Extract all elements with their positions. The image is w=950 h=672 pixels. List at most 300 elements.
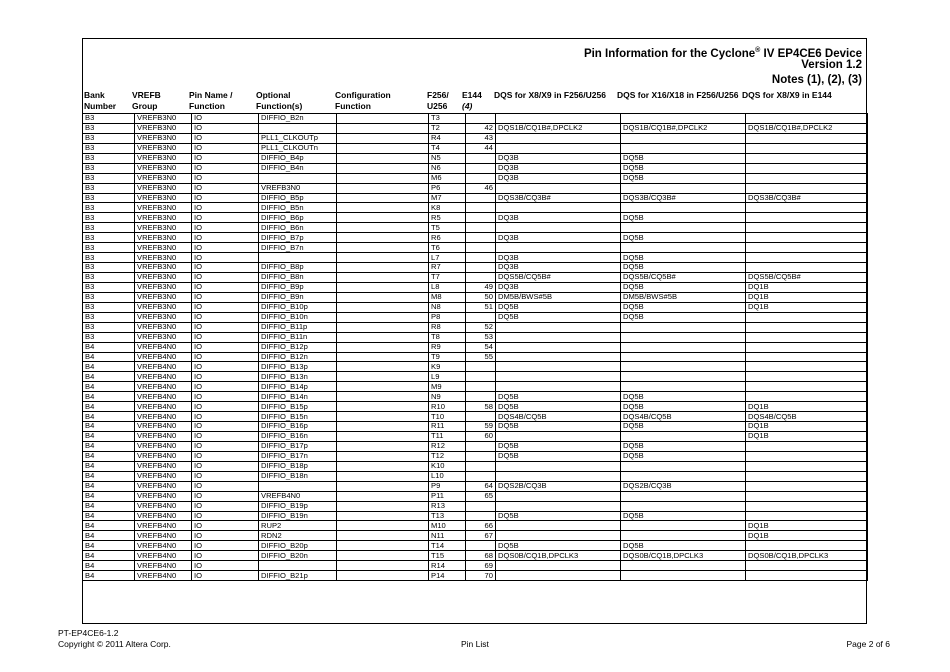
document-id: PT-EP4CE6-1.2 [58,628,119,638]
cell-e144 [466,273,496,283]
cell-vrefb: VREFB4N0 [135,402,192,412]
cell-dqs-x16-f256: DQS1B/CQ1B#,DPCLK2 [621,123,746,133]
cell-optional-function: DIFFIO_B17p [259,441,337,451]
cell-bank: B3 [83,273,135,283]
cell-configuration-function [337,203,429,213]
table-row [83,471,868,481]
cell-dqs-x8-e144: DQ1B [746,402,868,412]
table-row [83,312,868,322]
cell-dqs-x16-f256: DQS2B/CQ3B [621,481,746,491]
table-row [83,123,868,133]
cell-bank: B4 [83,521,135,531]
cell-bank: B3 [83,153,135,163]
cell-f256: T7 [429,273,466,283]
cell-bank: B3 [83,223,135,233]
cell-configuration-function [337,432,429,442]
table-row [83,362,868,372]
cell-optional-function: DIFFIO_B19n [259,511,337,521]
cell-pin-name: IO [192,441,259,451]
cell-dqs-x16-f256 [621,114,746,124]
cell-optional-function: DIFFIO_B5p [259,193,337,203]
cell-dqs-x8-f256 [496,133,621,143]
table-row [83,133,868,143]
cell-bank: B3 [83,253,135,263]
cell-f256: P8 [429,312,466,322]
cell-pin-name: IO [192,312,259,322]
cell-vrefb: VREFB4N0 [135,362,192,372]
cell-dqs-x8-f256 [496,491,621,501]
cell-f256: L8 [429,282,466,292]
cell-bank: B3 [83,193,135,203]
cell-pin-name: IO [192,332,259,342]
cell-configuration-function [337,422,429,432]
cell-e144: 70 [466,571,496,581]
cell-configuration-function [337,531,429,541]
cell-dqs-x8-e144 [746,223,868,233]
cell-optional-function: DIFFIO_B8n [259,273,337,283]
cell-bank: B3 [83,213,135,223]
cell-pin-name: IO [192,292,259,302]
cell-f256: R11 [429,422,466,432]
cell-configuration-function [337,312,429,322]
cell-dqs-x16-f256: DQ5B [621,173,746,183]
cell-f256: P6 [429,183,466,193]
cell-optional-function: DIFFIO_B7n [259,243,337,253]
cell-dqs-x16-f256: DQS4B/CQ5B [621,412,746,422]
cell-dqs-x8-f256 [496,372,621,382]
cell-vrefb: VREFB3N0 [135,114,192,124]
cell-vrefb: VREFB3N0 [135,183,192,193]
cell-configuration-function [337,352,429,362]
cell-vrefb: VREFB3N0 [135,253,192,263]
cell-optional-function: DIFFIO_B12p [259,342,337,352]
cell-bank: B3 [83,203,135,213]
cell-dqs-x16-f256: DQ5B [621,422,746,432]
cell-dqs-x8-e144 [746,362,868,372]
cell-f256: R8 [429,322,466,332]
cell-dqs-x16-f256: DM5B/BWS#5B [621,292,746,302]
cell-dqs-x8-f256 [496,183,621,193]
cell-vrefb: VREFB4N0 [135,531,192,541]
table-row [83,481,868,491]
cell-vrefb: VREFB4N0 [135,561,192,571]
notes-label: Notes (1), (2), (3) [771,74,862,86]
cell-pin-name: IO [192,461,259,471]
cell-vrefb: VREFB3N0 [135,223,192,233]
cell-bank: B4 [83,402,135,412]
cell-configuration-function [337,292,429,302]
cell-dqs-x16-f256 [621,352,746,362]
cell-pin-name: IO [192,352,259,362]
cell-vrefb: VREFB3N0 [135,173,192,183]
cell-bank: B3 [83,233,135,243]
table-row [83,372,868,382]
cell-pin-name: IO [192,263,259,273]
cell-bank: B4 [83,441,135,451]
cell-f256: P11 [429,491,466,501]
cell-dqs-x8-f256: DQS0B/CQ1B,DPCLK3 [496,551,621,561]
cell-dqs-x8-f256 [496,332,621,342]
cell-e144 [466,392,496,402]
cell-optional-function: DIFFIO_B20n [259,551,337,561]
cell-dqs-x8-f256: DQS2B/CQ3B [496,481,621,491]
cell-configuration-function [337,133,429,143]
cell-optional-function: DIFFIO_B19p [259,501,337,511]
header-dqs-x8-f256: DQS for X8/X9 in F256/U256 [494,90,606,100]
cell-configuration-function [337,332,429,342]
cell-e144: 64 [466,481,496,491]
cell-optional-function: DIFFIO_B4p [259,153,337,163]
cell-f256: L9 [429,372,466,382]
cell-dqs-x16-f256: DQ5B [621,402,746,412]
cell-dqs-x8-e144 [746,173,868,183]
cell-vrefb: VREFB3N0 [135,213,192,223]
cell-dqs-x8-e144 [746,133,868,143]
pin-table [82,113,868,581]
cell-dqs-x16-f256 [621,521,746,531]
cell-optional-function: DIFFIO_B4n [259,163,337,173]
cell-configuration-function [337,183,429,193]
cell-bank: B3 [83,263,135,273]
cell-pin-name: IO [192,551,259,561]
cell-e144 [466,114,496,124]
cell-bank: B4 [83,362,135,372]
cell-f256: T2 [429,123,466,133]
cell-optional-function: DIFFIO_B11p [259,322,337,332]
cell-pin-name: IO [192,491,259,501]
table-row [83,273,868,283]
cell-vrefb: VREFB4N0 [135,451,192,461]
cell-dqs-x16-f256: DQ5B [621,302,746,312]
table-row [83,223,868,233]
table-row [83,392,868,402]
cell-bank: B3 [83,282,135,292]
header-configuration-function: Configuration Function [335,90,391,111]
cell-dqs-x16-f256 [621,342,746,352]
cell-configuration-function [337,402,429,412]
cell-dqs-x8-f256: DQ3B [496,163,621,173]
table-row [83,402,868,412]
cell-dqs-x8-f256: DQS1B/CQ1B#,DPCLK2 [496,123,621,133]
cell-e144 [466,153,496,163]
table-row [83,203,868,213]
table-row [83,332,868,342]
cell-vrefb: VREFB4N0 [135,352,192,362]
cell-pin-name: IO [192,163,259,173]
cell-dqs-x8-e144 [746,541,868,551]
cell-f256: R12 [429,441,466,451]
cell-dqs-x8-f256: DQ5B [496,441,621,451]
cell-dqs-x8-f256: DQS3B/CQ3B# [496,193,621,203]
cell-pin-name: IO [192,412,259,422]
cell-dqs-x8-e144 [746,233,868,243]
cell-dqs-x8-e144: DQS3B/CQ3B# [746,193,868,203]
cell-bank: B4 [83,551,135,561]
table-row [83,163,868,173]
cell-dqs-x8-f256: DQS4B/CQ5B [496,412,621,422]
cell-dqs-x16-f256: DQS0B/CQ1B,DPCLK3 [621,551,746,561]
cell-dqs-x16-f256: DQ5B [621,213,746,223]
cell-configuration-function [337,521,429,531]
cell-dqs-x16-f256: DQ5B [621,541,746,551]
cell-optional-function: DIFFIO_B14n [259,392,337,402]
cell-vrefb: VREFB4N0 [135,551,192,561]
copyright: Copyright © 2011 Altera Corp. [58,639,171,649]
cell-e144 [466,263,496,273]
table-row [83,491,868,501]
cell-configuration-function [337,243,429,253]
table-row [83,561,868,571]
cell-vrefb: VREFB3N0 [135,302,192,312]
cell-f256: T9 [429,352,466,362]
cell-vrefb: VREFB3N0 [135,193,192,203]
cell-e144 [466,233,496,243]
cell-e144 [466,173,496,183]
cell-dqs-x16-f256: DQ5B [621,511,746,521]
cell-pin-name: IO [192,302,259,312]
cell-bank: B4 [83,571,135,581]
cell-optional-function: PLL1_CLKOUTp [259,133,337,143]
table-row [83,352,868,362]
cell-f256: N11 [429,531,466,541]
cell-dqs-x16-f256 [621,571,746,581]
cell-f256: L7 [429,253,466,263]
cell-dqs-x8-e144 [746,471,868,481]
table-row [83,382,868,392]
cell-configuration-function [337,461,429,471]
cell-optional-function: DIFFIO_B10n [259,312,337,322]
cell-configuration-function [337,342,429,352]
table-row [83,422,868,432]
cell-configuration-function [337,491,429,501]
cell-optional-function: DIFFIO_B21p [259,571,337,581]
cell-optional-function: DIFFIO_B9p [259,282,337,292]
header-dqs-x16-f256: DQS for X16/X18 in F256/U256 [617,90,739,100]
cell-optional-function: DIFFIO_B6p [259,213,337,223]
cell-e144 [466,511,496,521]
cell-e144 [466,193,496,203]
cell-vrefb: VREFB3N0 [135,282,192,292]
cell-pin-name: IO [192,541,259,551]
cell-vrefb: VREFB4N0 [135,491,192,501]
cell-dqs-x16-f256: DQ5B [621,441,746,451]
cell-optional-function [259,173,337,183]
cell-pin-name: IO [192,342,259,352]
cell-f256: K8 [429,203,466,213]
cell-e144 [466,213,496,223]
header-vrefb: VREFB Group [132,90,161,111]
cell-dqs-x16-f256 [621,183,746,193]
cell-dqs-x16-f256 [621,461,746,471]
table-row [83,432,868,442]
cell-dqs-x16-f256 [621,491,746,501]
cell-f256: R4 [429,133,466,143]
cell-configuration-function [337,193,429,203]
cell-vrefb: VREFB4N0 [135,392,192,402]
cell-e144: 44 [466,143,496,153]
cell-pin-name: IO [192,282,259,292]
cell-configuration-function [337,392,429,402]
cell-e144 [466,203,496,213]
cell-optional-function: DIFFIO_B12n [259,352,337,362]
table-row [83,322,868,332]
table-row [83,541,868,551]
cell-optional-function: DIFFIO_B6n [259,223,337,233]
cell-dqs-x8-f256 [496,382,621,392]
cell-vrefb: VREFB4N0 [135,521,192,531]
cell-dqs-x16-f256 [621,243,746,253]
cell-e144 [466,461,496,471]
cell-optional-function: DIFFIO_B7p [259,233,337,243]
cell-bank: B3 [83,183,135,193]
cell-f256: K10 [429,461,466,471]
header-pin-name: Pin Name / Function [189,90,233,111]
table-row [83,441,868,451]
cell-vrefb: VREFB3N0 [135,153,192,163]
cell-dqs-x8-f256: DQ5B [496,422,621,432]
cell-dqs-x8-e144 [746,263,868,273]
cell-configuration-function [337,571,429,581]
cell-pin-name: IO [192,362,259,372]
cell-dqs-x8-e144 [746,501,868,511]
cell-dqs-x16-f256: DQ5B [621,263,746,273]
cell-dqs-x16-f256 [621,223,746,233]
cell-vrefb: VREFB4N0 [135,471,192,481]
cell-dqs-x8-e144 [746,213,868,223]
cell-pin-name: IO [192,531,259,541]
cell-bank: B4 [83,392,135,402]
cell-dqs-x8-f256: DQ5B [496,541,621,551]
cell-vrefb: VREFB3N0 [135,263,192,273]
cell-bank: B4 [83,342,135,352]
cell-dqs-x8-e144: DQ1B [746,302,868,312]
cell-dqs-x8-e144 [746,183,868,193]
table-row [83,511,868,521]
cell-configuration-function [337,541,429,551]
cell-e144: 43 [466,133,496,143]
cell-configuration-function [337,253,429,263]
cell-dqs-x8-f256 [496,571,621,581]
cell-vrefb: VREFB4N0 [135,461,192,471]
cell-dqs-x8-f256: DQ3B [496,173,621,183]
cell-vrefb: VREFB4N0 [135,382,192,392]
cell-dqs-x8-f256: DQ5B [496,302,621,312]
cell-vrefb: VREFB3N0 [135,332,192,342]
cell-configuration-function [337,441,429,451]
cell-dqs-x16-f256: DQ5B [621,282,746,292]
footer-center-label: Pin List [461,639,489,649]
cell-f256: N9 [429,392,466,402]
table-row [83,233,868,243]
cell-pin-name: IO [192,561,259,571]
table-row [83,451,868,461]
cell-dqs-x8-f256 [496,114,621,124]
cell-dqs-x8-f256: DQ3B [496,153,621,163]
pin-table-body [83,114,868,581]
cell-e144 [466,243,496,253]
cell-optional-function: DIFFIO_B15p [259,402,337,412]
cell-bank: B3 [83,114,135,124]
cell-optional-function: DIFFIO_B11n [259,332,337,342]
cell-pin-name: IO [192,173,259,183]
cell-dqs-x8-f256 [496,561,621,571]
cell-e144: 68 [466,551,496,561]
cell-f256: P14 [429,571,466,581]
cell-configuration-function [337,322,429,332]
cell-f256: M10 [429,521,466,531]
table-row [83,551,868,561]
cell-dqs-x8-e144 [746,561,868,571]
cell-dqs-x8-e144 [746,253,868,263]
table-row [83,531,868,541]
cell-optional-function: DIFFIO_B13n [259,372,337,382]
cell-configuration-function [337,223,429,233]
cell-bank: B4 [83,471,135,481]
cell-dqs-x8-f256: DQ3B [496,282,621,292]
cell-dqs-x8-e144 [746,491,868,501]
cell-dqs-x8-f256 [496,362,621,372]
cell-f256: R10 [429,402,466,412]
cell-dqs-x16-f256: DQS5B/CQ5B# [621,273,746,283]
cell-pin-name: IO [192,213,259,223]
cell-e144 [466,471,496,481]
cell-dqs-x16-f256 [621,362,746,372]
cell-optional-function: DIFFIO_B16p [259,422,337,432]
table-row [83,253,868,263]
cell-pin-name: IO [192,521,259,531]
cell-configuration-function [337,302,429,312]
cell-vrefb: VREFB3N0 [135,292,192,302]
cell-bank: B3 [83,123,135,133]
cell-configuration-function [337,153,429,163]
cell-bank: B3 [83,312,135,322]
cell-dqs-x8-e144 [746,153,868,163]
cell-dqs-x16-f256: DQ5B [621,253,746,263]
cell-dqs-x8-e144 [746,451,868,461]
cell-f256: M7 [429,193,466,203]
cell-dqs-x8-f256 [496,322,621,332]
cell-dqs-x8-e144 [746,441,868,451]
cell-pin-name: IO [192,392,259,402]
cell-vrefb: VREFB3N0 [135,203,192,213]
cell-dqs-x8-e144 [746,571,868,581]
cell-vrefb: VREFB3N0 [135,143,192,153]
cell-vrefb: VREFB4N0 [135,372,192,382]
cell-bank: B4 [83,461,135,471]
cell-dqs-x8-f256 [496,342,621,352]
cell-e144 [466,541,496,551]
cell-pin-name: IO [192,471,259,481]
cell-dqs-x8-e144 [746,312,868,322]
table-row [83,412,868,422]
table-row [83,571,868,581]
cell-optional-function [259,561,337,571]
cell-pin-name: IO [192,233,259,243]
cell-dqs-x16-f256 [621,382,746,392]
table-row [83,302,868,312]
cell-dqs-x8-e144: DQS4B/CQ5B [746,412,868,422]
cell-e144: 42 [466,123,496,133]
cell-e144 [466,362,496,372]
cell-e144: 49 [466,282,496,292]
cell-dqs-x8-e144 [746,372,868,382]
cell-bank: B3 [83,322,135,332]
cell-dqs-x8-e144 [746,481,868,491]
cell-e144: 59 [466,422,496,432]
table-row [83,143,868,153]
version-label: Version 1.2 [801,59,862,71]
cell-dqs-x8-e144 [746,322,868,332]
